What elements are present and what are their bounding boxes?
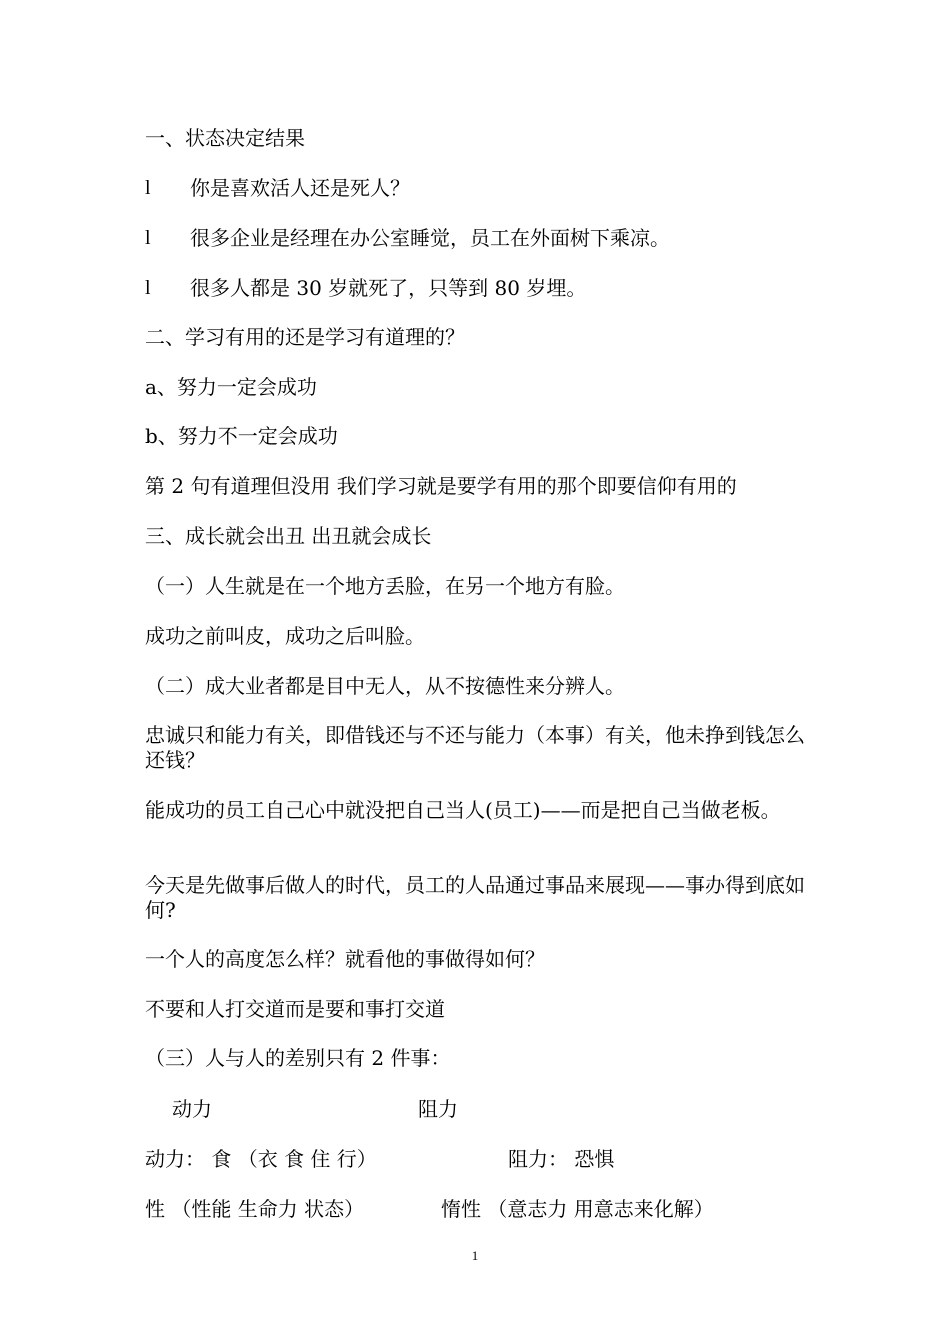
- subheading-one: （一）人生就是在一个地方丢脸，在另一个地方有脸。: [145, 574, 625, 598]
- table-row1-right: 阻力： 恐惧: [508, 1147, 615, 1171]
- paragraph-deal: 不要和人打交道而是要和事打交道: [145, 997, 445, 1021]
- bullet-item: 很多人都是 30 岁就死了，只等到 80 岁埋。: [190, 276, 587, 300]
- table-head-left: 动力: [172, 1097, 212, 1121]
- paragraph-boss: 能成功的员工自己心中就没把自己当人(员工)——而是把自己当做老板。: [145, 798, 781, 822]
- subheading-one-text: 成功之前叫皮，成功之后叫脸。: [145, 624, 425, 648]
- heading-one: 一、状态决定结果: [145, 126, 305, 150]
- page-number: 1: [471, 1248, 479, 1263]
- option-b: b、努力不一定会成功: [145, 424, 338, 448]
- subheading-two: （二）成大业者都是目中无人，从不按德性来分辨人。: [145, 674, 625, 698]
- note-paragraph: 第 2 句有道理但没用 我们学习就是要学有用的那个即要信仰有用的: [145, 474, 737, 498]
- subheading-three: （三）人与人的差别只有 2 件事：: [145, 1046, 451, 1070]
- paragraph-loyalty: 忠诚只和能力有关，即借钱还与不还与能力（本事）有关，他未挣到钱怎么还钱？: [145, 723, 805, 772]
- heading-three: 三、成长就会出丑 出丑就会成长: [145, 524, 432, 548]
- bullet-item: 你是喜欢活人还是死人？: [190, 176, 410, 200]
- table-row2-right: 惰性 （意志力 用意志来化解）: [441, 1197, 714, 1221]
- table-row2-left: 性 （性能 生命力 状态）: [145, 1197, 365, 1221]
- option-a: a、努力一定会成功: [145, 375, 317, 399]
- paragraph-era: 今天是先做事后做人的时代，员工的人品通过事品来展现——事办得到底如何?: [145, 873, 805, 922]
- bullet-marker: l: [145, 177, 151, 199]
- table-head-right: 阻力: [418, 1097, 458, 1121]
- bullet-item: 很多企业是经理在办公室睡觉，员工在外面树下乘凉。: [190, 226, 670, 250]
- heading-two: 二、学习有用的还是学习有道理的？: [145, 325, 465, 349]
- table-row1-left: 动力： 食 （衣 食 住 行）: [145, 1147, 377, 1171]
- bullet-marker: l: [145, 227, 151, 249]
- bullet-marker: l: [145, 277, 151, 299]
- paragraph-height: 一个人的高度怎么样？就看他的事做得如何？: [145, 947, 545, 971]
